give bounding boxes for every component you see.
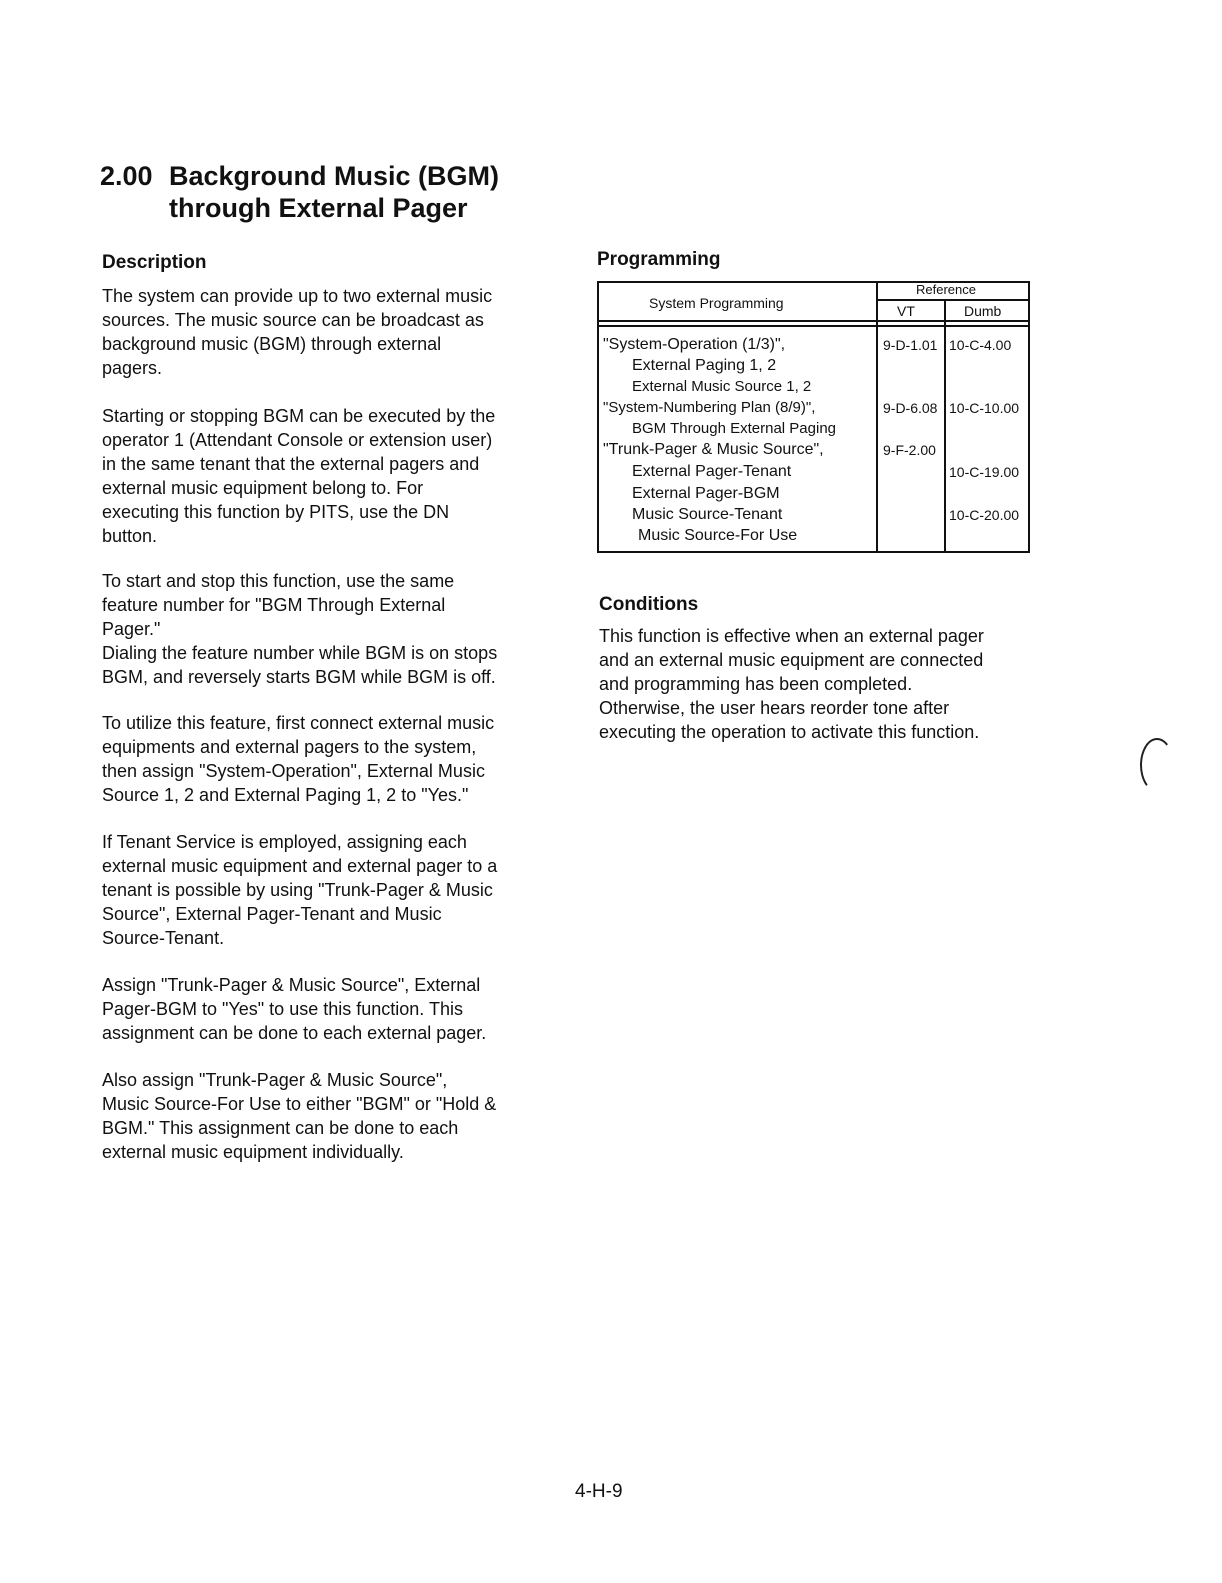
description-line: then assign "System-Operation", External Music bbox=[102, 761, 485, 781]
conditions-line: and an external music equipment are connected bbox=[599, 650, 984, 670]
table-row-label: External Pager-BGM bbox=[632, 485, 780, 502]
table-cell-dumb: 10-C-20.00 bbox=[949, 507, 1020, 523]
table-row-label: External Paging 1, 2 bbox=[632, 357, 777, 374]
description-line: button. bbox=[102, 526, 158, 546]
conditions-line: Otherwise, the user hears reorder tone after bbox=[599, 698, 950, 718]
description-line: Music Source-For Use to either "BGM" or "Hold & bbox=[102, 1094, 497, 1114]
header-divider bbox=[599, 320, 1030, 322]
table-row-label: "Trunk-Pager & Music Source", bbox=[603, 441, 824, 458]
table-cell-dumb: 10-C-4.00 bbox=[949, 337, 1012, 353]
description-line: The system can provide up to two external music bbox=[102, 286, 493, 306]
conditions-body bbox=[599, 624, 1039, 744]
description-line: Source", External Pager-Tenant and Music bbox=[102, 904, 442, 924]
description-paragraph bbox=[102, 284, 562, 380]
description-line: sources. The music source can be broadcast as bbox=[102, 310, 484, 330]
programming-heading: Programming bbox=[597, 249, 721, 270]
description-paragraph bbox=[102, 569, 562, 689]
description-paragraph bbox=[102, 1068, 562, 1164]
reference-underline bbox=[876, 299, 1030, 301]
section-number: 2.00 bbox=[100, 161, 153, 191]
col-header-system-programming: System Programming bbox=[649, 295, 784, 311]
description-paragraph bbox=[102, 973, 562, 1045]
description-line: If Tenant Service is employed, assigning each bbox=[102, 832, 467, 852]
description-line: in the same tenant that the external pagers and bbox=[102, 454, 480, 474]
description-line: operator 1 (Attendant Console or extension user) bbox=[102, 430, 493, 450]
programming-table bbox=[597, 281, 1030, 553]
description-line: To start and stop this function, use the same bbox=[102, 571, 455, 591]
table-cell-dumb: 10-C-19.00 bbox=[949, 464, 1020, 480]
description-line: Dialing the feature number while BGM is on stops bbox=[102, 643, 498, 663]
table-cell-vt: 9-D-6.08 bbox=[883, 400, 938, 416]
table-row-label: Music Source-For Use bbox=[638, 527, 798, 544]
col-header-vt: VT bbox=[897, 303, 915, 319]
description-line: Pager." bbox=[102, 619, 161, 639]
description-line: Also assign "Trunk-Pager & Music Source", bbox=[102, 1070, 448, 1090]
description-line: assignment can be done to each external pager. bbox=[102, 1023, 487, 1043]
table-row-label: BGM Through External Paging bbox=[632, 420, 837, 437]
description-line: Pager-BGM to "Yes" to use this function. This bbox=[102, 999, 463, 1019]
table-row-label: Music Source-Tenant bbox=[632, 506, 783, 523]
description-line: external music equipment and external pager to a bbox=[102, 856, 498, 876]
description-line: Assign "Trunk-Pager & Music Source", External bbox=[102, 975, 481, 995]
description-line: Starting or stopping BGM can be executed by the bbox=[102, 406, 496, 426]
col-divider-vt-dumb bbox=[944, 300, 946, 553]
table-cell-dumb: 10-C-10.00 bbox=[949, 400, 1020, 416]
table-cell-vt: 9-F-2.00 bbox=[883, 442, 936, 458]
col-divider-main bbox=[876, 283, 878, 553]
description-line: BGM." This assignment can be done to each bbox=[102, 1118, 459, 1138]
description-line: BGM, and reversely starts BGM while BGM is off. bbox=[102, 667, 496, 687]
table-row-label: "System-Numbering Plan (8/9)", bbox=[603, 399, 816, 416]
description-line: external music equipment individually. bbox=[102, 1142, 404, 1162]
description-line: equipments and external pagers to the system, bbox=[102, 737, 477, 757]
col-header-dumb: Dumb bbox=[964, 303, 1002, 319]
description-line: feature number for "BGM Through External bbox=[102, 595, 446, 615]
description-paragraph bbox=[102, 711, 562, 807]
description-line: Source 1, 2 and External Paging 1, 2 to "Yes." bbox=[102, 785, 469, 805]
page-title-line-2: through External Pager bbox=[169, 193, 468, 223]
description-line: tenant is possible by using "Trunk-Pager & Music bbox=[102, 880, 493, 900]
table-row-label: External Music Source 1, 2 bbox=[632, 378, 812, 395]
table-row-label: "System-Operation (1/3)", bbox=[603, 336, 786, 353]
scan-artifact bbox=[1140, 738, 1174, 792]
conditions-line: This function is effective when an external pager bbox=[599, 626, 984, 646]
description-heading: Description bbox=[102, 252, 207, 273]
conditions-heading: Conditions bbox=[599, 594, 699, 615]
description-paragraph bbox=[102, 404, 562, 548]
description-line: pagers. bbox=[102, 358, 163, 378]
header-divider-double bbox=[599, 325, 1030, 327]
page-title-line-1: Background Music (BGM) bbox=[169, 161, 500, 191]
page-number: 4-H-9 bbox=[575, 1481, 623, 1502]
description-line: external music equipment belong to. For bbox=[102, 478, 424, 498]
description-paragraph bbox=[102, 830, 562, 950]
description-line: background music (BGM) through external bbox=[102, 334, 442, 354]
conditions-line: executing the operation to activate this function. bbox=[599, 722, 980, 742]
description-line: executing this function by PITS, use the DN bbox=[102, 502, 450, 522]
table-row-label: External Pager-Tenant bbox=[632, 463, 792, 480]
col-header-reference: Reference bbox=[916, 282, 976, 297]
description-line: To utilize this feature, first connect external music bbox=[102, 713, 495, 733]
table-cell-vt: 9-D-1.01 bbox=[883, 337, 938, 353]
conditions-line: and programming has been completed. bbox=[599, 674, 913, 694]
description-line: Source-Tenant. bbox=[102, 928, 225, 948]
